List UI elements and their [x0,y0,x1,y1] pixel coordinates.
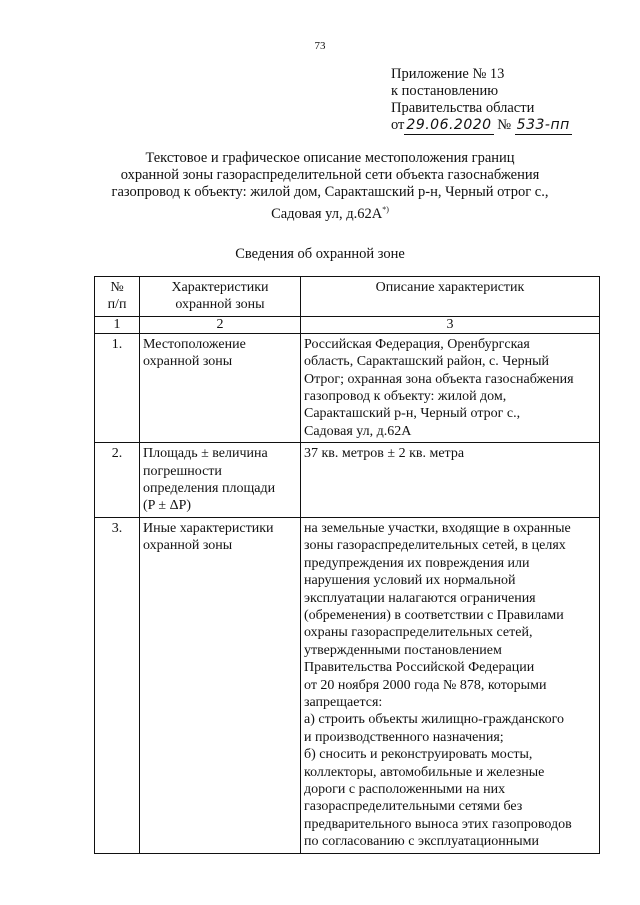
description-line: Правительства Российской Федерации [304,660,535,676]
appendix-date-line [391,117,572,135]
characteristic-line: (P ± ΔP) [143,498,192,514]
date-prefix: от [391,117,405,133]
title-line-4 [100,201,560,223]
column-number-1: 1 [95,316,140,333]
description-line: Российская Федерация, Оренбургская [304,336,530,352]
appendix-block [391,66,572,135]
description-line: предупреждения их повреждения или [304,555,530,571]
section-subtitle: Сведения об охранной зоне [235,246,405,262]
characteristic-line: погрешности [143,463,222,479]
description-line: запрещается: [304,694,383,710]
protection-zone-table [94,276,600,854]
description-line: нарушения условий их нормальной [304,573,516,589]
description-line: 37 кв. метров ± 2 кв. метра [304,446,465,462]
description-line: дороги с расположенными на них [304,781,506,797]
description-line: Саракташский р-н, Черный отрог с., [304,406,521,422]
number-prefix: № [497,117,512,133]
appendix-line-2: к постановлению [391,83,499,99]
description-line: по согласованию с эксплуатационными [304,834,539,850]
characteristic-line: охранной зоны [143,354,233,370]
document-title [100,150,560,223]
handwritten-date: 29.06.2020 [406,117,492,133]
row-characteristic [140,443,301,518]
description-line: коллекторы, автомобильные и железные [304,764,545,780]
title-line-4-text: Садовая ул, д.62А [271,205,383,222]
row-number: 3. [95,517,140,853]
row-number: 1. [95,333,140,442]
title-line-3: газопровод к объекту: жилой дом, Саракташский р-н, Черный отрог с., [111,184,549,200]
header-number-line-1: № [110,280,124,295]
row-characteristic [140,333,301,442]
table-row [95,517,600,853]
footnote-mark: *) [382,205,389,214]
description-line: б) сносить и реконструировать мосты, [304,747,533,763]
characteristic-line: Местоположение [143,336,246,352]
characteristic-line: определения площади [143,481,276,497]
description-line: эксплуатации налагаются ограничения [304,590,536,606]
header-characteristics [140,277,301,317]
header-description: Описание характеристик [301,277,600,317]
handwritten-number: 533-пп [516,117,570,133]
row-number: 2. [95,443,140,518]
description-line: утвержденными постановлением [304,642,502,658]
description-line: Отрог; охранная зона объекта газоснабжения [304,371,574,387]
header-characteristics-line-2: охранной зоны [175,297,265,313]
title-line-2: охранной зоны газораспределительной сети объекта газоснабжения [120,167,540,183]
description-line: (обременения) в соответствии с Правилами [304,607,564,623]
description-line: охраны газораспределительных сетей, [304,625,533,641]
appendix-title: Приложение № 13 [391,66,505,82]
column-number-2: 2 [140,316,301,333]
description-line: от 20 ноября 2000 года № 878, которыми [304,677,547,693]
description-line: газораспределительными сетями без [304,799,523,815]
description-line: газопровод к объекту: жилой дом, [304,389,507,405]
description-line: предварительного выноса этих газопроводов [304,816,572,832]
table-body [95,333,600,853]
row-description [301,333,600,442]
description-line: и производственного назначения; [304,729,504,745]
description-line: Садовая ул, д.62А [304,423,412,439]
column-number-3: 3 [301,316,600,333]
title-line-1: Текстовое и графическое описание местоположения границ [145,150,515,166]
table-row [95,333,600,442]
table-header-row [95,277,600,317]
header-characteristics-line-1: Характеристики [171,280,269,295]
row-characteristic [140,517,301,853]
header-number-line-2: п/п [107,297,127,313]
characteristic-line: Иные характеристики [143,520,274,536]
description-line: а) строить объекты жилищно-гражданского [304,712,564,728]
row-description [301,443,600,518]
table-row [95,443,600,518]
row-description [301,517,600,853]
column-number-row [95,316,600,333]
description-line: зоны газораспределительных сетей, в целях [304,538,566,554]
characteristic-line: Площадь ± величина [143,446,268,462]
header-number [95,277,140,317]
page-number: 73 [314,40,326,52]
characteristic-line: охранной зоны [143,538,233,554]
description-line: область, Саракташский район, с. Черный [304,354,549,370]
description-line: на земельные участки, входящие в охранные [304,520,571,536]
appendix-line-3: Правительства области [391,100,535,116]
